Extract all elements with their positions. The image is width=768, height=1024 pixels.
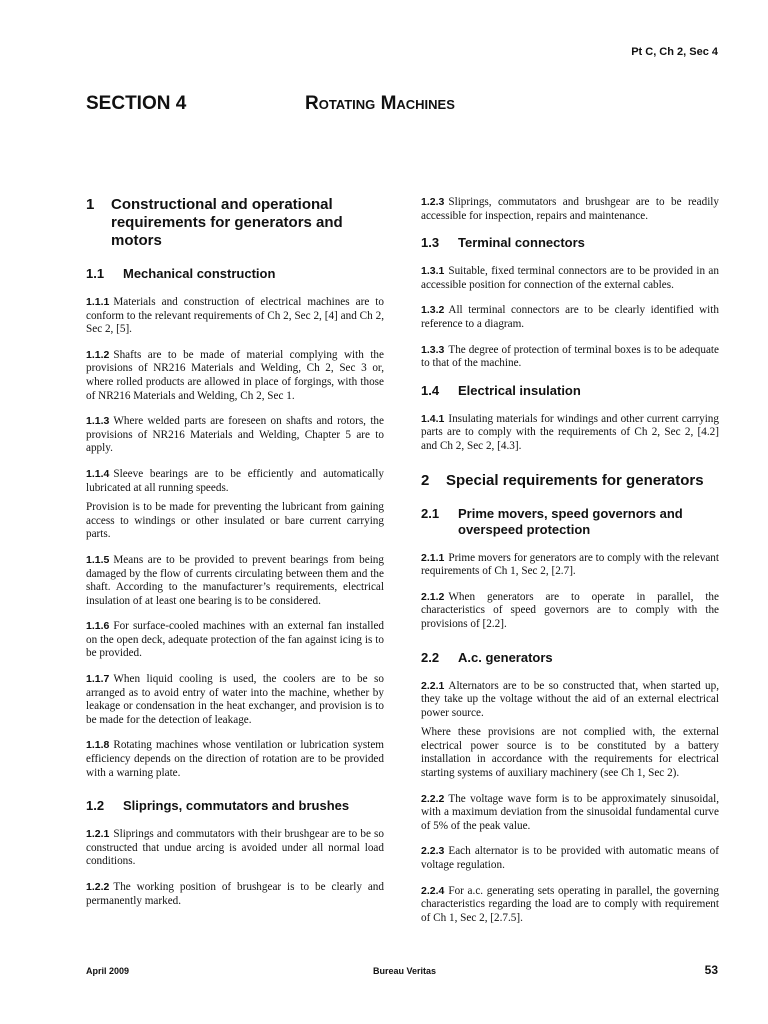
para-2-2-2: 2.2.2 The voltage wave form is to be approximately sinusoidal, with a maximum deviation from the sinusoidal fundamental curve of 5% of the peak value. bbox=[421, 792, 719, 832]
heading-1-1: 1.1 Mechanical construction bbox=[86, 266, 276, 281]
heading-1: 1 Constructional and operational requirements for generators and motors bbox=[86, 196, 343, 249]
para-1-1-5: 1.1.5 Means are to be provided to prevent bearings from being damaged by the flow of currents circulating between them and the shaft. According to the manufacturer’s requirements, electrical insulation of at least one bearing is to be considered. bbox=[86, 553, 384, 607]
footer-date: April 2009 bbox=[86, 966, 130, 976]
para-1-2-3: 1.2.3 Sliprings, commutators and brushgear are to be readily accessible for inspection, repairs and maintenance. bbox=[421, 196, 719, 222]
para-1-4-1: 1.4.1 Insulating materials for windings and other current carrying parts are to comply with the requirements of Ch 2, Sec 2, [4.2] and Ch 2, Sec 2, [4.3]. bbox=[421, 412, 719, 452]
section-title: Rotating Machines bbox=[305, 93, 455, 114]
heading-2-2: 2.2 A.c. generators bbox=[421, 649, 553, 665]
running-header: Pt C, Ch 2, Sec 4 bbox=[631, 46, 718, 58]
para-1-1-4: 1.1.4 Sleeve bearings are to be efficiently and automatically lubricated at all running speeds. bbox=[86, 467, 384, 494]
para-2-1-1: 2.1.1 Prime movers for generators are to comply with the relevant requirements of Ch 1, Sec 2, [2.7]. bbox=[421, 551, 719, 578]
para-1-2-1: 1.2.1 Sliprings and commutators with their brushgear are to be so constructed that undue arcing is avoided under all normal load conditions. bbox=[86, 828, 384, 868]
para-1-1-3: 1.1.3 Where welded parts are foreseen on shafts and rotors, the provisions of NR216 Materials and Welding, Chapter 5 are to apply. bbox=[86, 415, 384, 455]
para-1-2-2: 1.2.2 The working position of brushgear is to be clearly and permanently marked. bbox=[86, 881, 384, 907]
para-1-1-4-cont: Provision is to be made for preventing the lubricant from gaining access to windings or other insulated or bare current carrying parts. bbox=[86, 501, 384, 541]
para-2-2-3: 2.2.3 Each alternator is to be provided with automatic means of voltage regulation. bbox=[421, 845, 719, 872]
para-1-1-1: 1.1.1 Materials and construction of electrical machines are to conform to the relevant requirements of Ch 2, Sec 2, [4] and Ch 2, Sec 2, [5]. bbox=[86, 296, 384, 336]
left-column bbox=[86, 196, 384, 920]
para-2-2-4: 2.2.4 For a.c. generating sets operating in parallel, the governing characteristics regarding the load are to comply with requirement of Ch 1, Sec 2, [2.7.5]. bbox=[421, 884, 719, 924]
para-1-1-7: 1.1.7 When liquid cooling is used, the coolers are to be so arranged as to avoid entry of water into the machine, whether by leakage or condensation in the heat exchanger, and provision is to be made for the detection of leakage. bbox=[86, 673, 384, 726]
para-1-3-1: 1.3.1 Suitable, fixed terminal connectors are to be provided in an accessible position for connection of the external cables. bbox=[421, 265, 719, 291]
para-1-3-3: 1.3.3 The degree of protection of terminal boxes is to be adequate to that of the machine. bbox=[421, 343, 719, 370]
heading-2: 2 Special requirements for generators bbox=[421, 471, 704, 489]
right-column bbox=[421, 196, 719, 937]
para-1-1-2: 1.1.2 Shafts are to be made of material complying with the provisions of NR216 Materials and Welding, Ch 2, Sec 3 or, where rolled products are allowed in place of forgings, with those of NR216 Materials and Welding, Ch 2, Sec 1. bbox=[86, 348, 384, 402]
para-2-2-1: 2.2.1 Alternators are to be so constructed that, when started up, they take up the voltage without the aid of an external electrical power source. bbox=[421, 679, 719, 719]
para-1-1-8: 1.1.8 Rotating machines whose ventilation or lubrication system efficiency depends on the direction of rotation are to be provided with a warning plate. bbox=[86, 739, 384, 779]
heading-1-3: 1.3 Terminal connectors bbox=[421, 235, 585, 251]
heading-1-4: 1.4 Electrical insulation bbox=[421, 382, 581, 398]
para-2-2-1-cont: Where these provisions are not complied with, the external electrical power source is to be constituted by a battery installation in accordance with the requirements for electrical starting systems of auxiliary machinery (see Ch 1, Sec 2). bbox=[421, 726, 719, 780]
para-2-1-2: 2.1.2 When generators are to operate in parallel, the characteristics of speed governors are to comply with the provisions of [2.2]. bbox=[421, 590, 719, 630]
para-1-1-6: 1.1.6 For surface-cooled machines with an external fan installed on the open deck, adequate protection of the fan against icing is to be provided. bbox=[86, 620, 384, 660]
heading-2-1: 2.1 Prime movers, speed governors and overspeed protection bbox=[421, 505, 683, 537]
heading-1-2: 1.2 Sliprings, commutators and brushes bbox=[86, 798, 350, 814]
footer-publisher: Bureau Veritas bbox=[373, 966, 437, 976]
section-label: SECTION 4 bbox=[86, 93, 187, 114]
para-1-3-2: 1.3.2 All terminal connectors are to be clearly identified with reference to a diagram. bbox=[421, 304, 719, 330]
page-number: 53 bbox=[704, 963, 718, 977]
